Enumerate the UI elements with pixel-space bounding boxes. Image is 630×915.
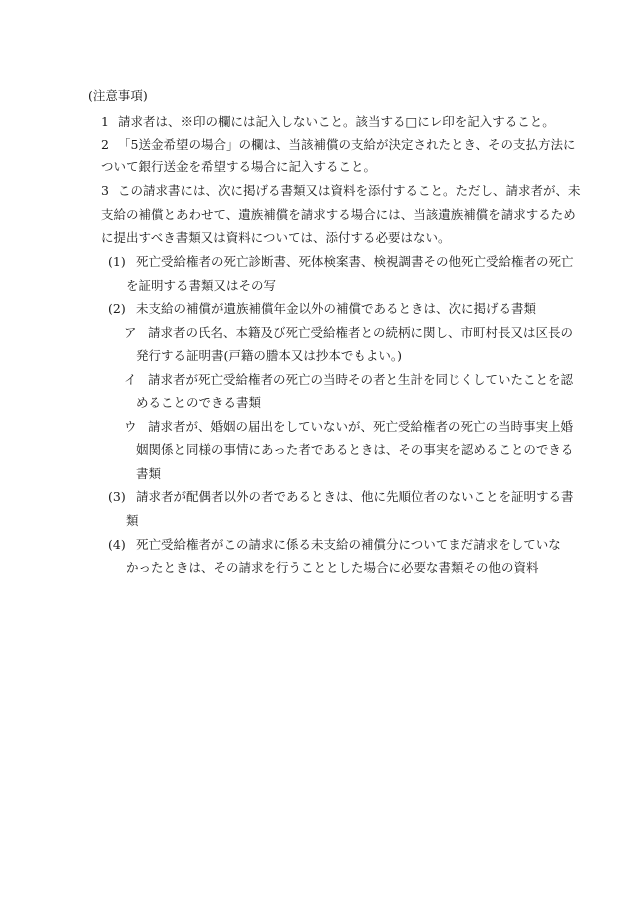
subsubitem-a-line-2: 発行する証明書(戸籍の謄本又は抄本でもよい。) (136, 348, 403, 363)
item-1-number: 1 (101, 114, 109, 129)
subsubitem-a-line-1: 請求者の氏名、本籍及び死亡受給権者との続柄に関し、市町村長又は区長の (148, 325, 574, 340)
subitem-3-number: (3) (108, 489, 126, 504)
item-2-line-1: 「5送金希望の場合」の欄は、当該補償の支給が決定されたとき、その支払方法に (118, 137, 576, 152)
subitem-1-line-1: 死亡受給権者の死亡診断書、死体検案書、検視調書その他死亡受給権者の死亡 (136, 254, 574, 269)
item-3-line-3: に提出すべき書類又は資料については、添付する必要はない。 (101, 230, 451, 245)
subsubitem-u-number: ウ (124, 419, 137, 434)
subitem-4-number: (4) (108, 537, 126, 552)
item-3-line-2: 支給の補償とあわせて、遺族補償を請求する場合には、当該遺族補償を請求するため (101, 207, 576, 222)
item-3-line-1: この請求書には、次に掲げる書類又は資料を添付すること。ただし、請求者が、未 (118, 183, 581, 198)
item-2-line-2: ついて銀行送金を希望する場合に記入すること。 (101, 159, 377, 174)
subsubitem-i-number: イ (124, 372, 137, 387)
subsubitem-u-line-3: 書類 (136, 466, 162, 481)
item-1-line-1: 請求者は、※印の欄には記入しないこと。該当する□にレ印を記入すること。 (118, 114, 555, 129)
subsubitem-u-line-2: 姻関係と同様の事情にあった者であるときは、その事実を認めることのできる (136, 442, 574, 457)
subsubitem-u-line-1: 請求者が、婚姻の届出をしていないが、死亡受給権者の死亡の当時事実上婚 (148, 419, 574, 434)
subsubitem-a-number: ア (124, 325, 137, 340)
subsubitem-i-line-1: 請求者が死亡受給権者の死亡の当時その者と生計を同じくしていたことを認 (148, 372, 574, 387)
subitem-2-number: (2) (108, 301, 126, 316)
subitem-1-number: (1) (108, 254, 126, 269)
subsubitem-i-line-2: めることのできる書類 (136, 395, 262, 410)
item-3-number: 3 (101, 183, 109, 198)
subitem-2-line-1: 未支給の補償が遺族補償年金以外の補償であるときは、次に掲げる書類 (136, 301, 537, 316)
subitem-4-line-1: 死亡受給権者がこの請求に係る未支給の補償分についてまだ請求をしていな (136, 537, 561, 552)
subitem-3-line-2: 類 (126, 513, 139, 528)
item-2-number: 2 (101, 137, 109, 152)
subitem-4-line-2: かったときは、その請求を行うこととした場合に必要な書類その他の資料 (126, 560, 539, 575)
notes-heading: (注意事項) (88, 88, 148, 103)
subitem-3-line-1: 請求者が配偶者以外の者であるときは、他に先順位者のないことを証明する書 (136, 489, 574, 504)
subitem-1-line-2: を証明する書類又はその写 (126, 278, 277, 293)
